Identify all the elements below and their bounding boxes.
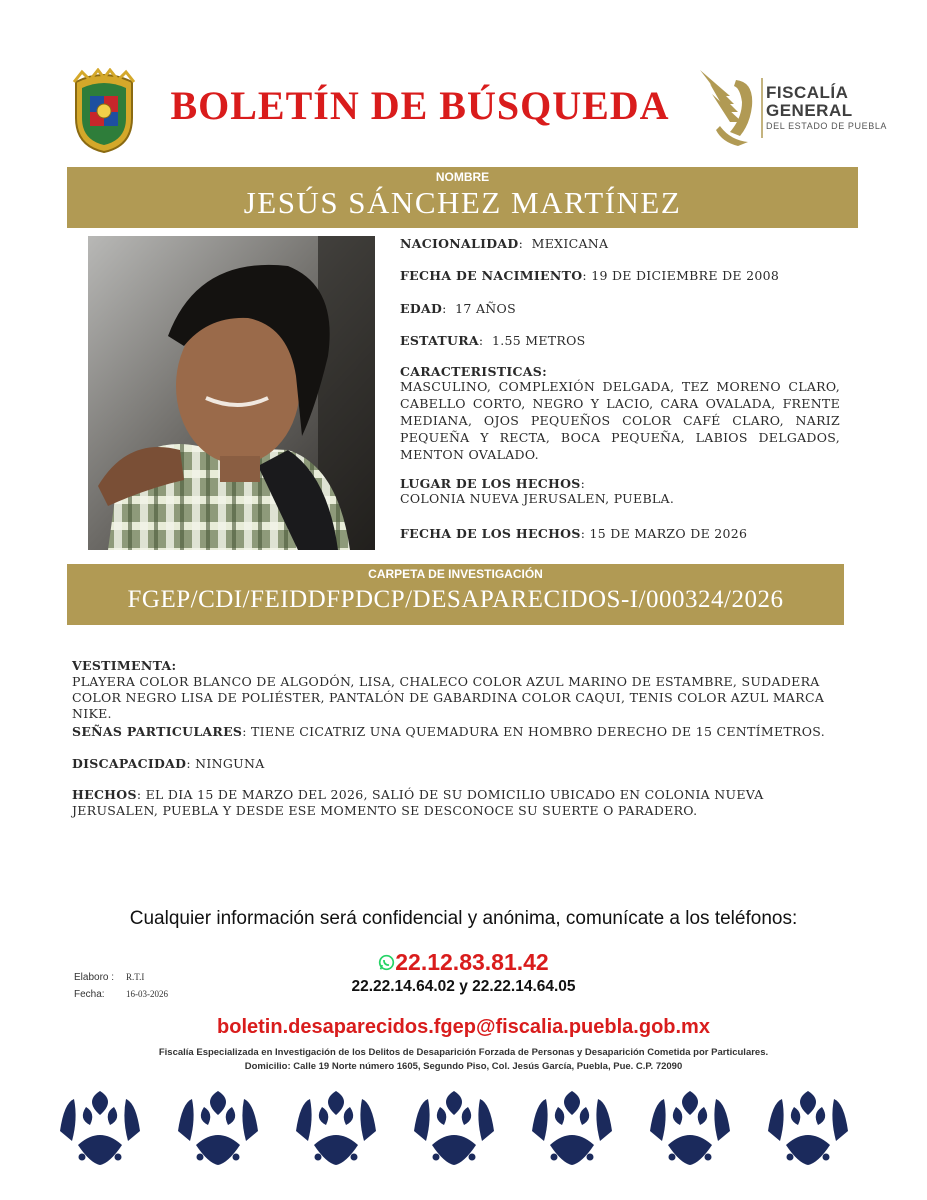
ornament-motif (178, 1091, 258, 1165)
discapacidad-label: DISCAPACIDAD (72, 756, 187, 771)
fecha-value: 16-03-2026 (126, 989, 168, 999)
estatura-value: 1.55 METROS (491, 333, 586, 348)
footer-agency: Fiscalía Especializada en Investigación de los Delitos de Desaparición Forzada de Personas y Desaparición Cometida por Particulares. (158, 1047, 769, 1058)
nacimiento-value: 19 DE DICIEMBRE DE 2008 (591, 268, 780, 283)
contact-intro: Cualquier información será confidencial y anónima, comunícate a los teléfonos: (129, 908, 798, 929)
carpeta-band (67, 564, 844, 625)
elaboro-block (74, 969, 168, 1003)
fecha-label: Fecha: (74, 989, 105, 1000)
hechos-field: HECHOS: EL DIA 15 DE MARZO DEL 2026, SALIÓ DE SU DOMICILIO UBICADO EN COLONIA NUEVA JERUSALEN, PUEBLA Y DESDE ESE MOMENTO SE DESCONOCE SU SUERTE O PARADERO. (72, 787, 764, 818)
phone-secondary[interactable]: 22.22.14.64.02 y 22.22.14.64.05 (351, 978, 576, 995)
person-photo (88, 236, 375, 550)
phone-main-number[interactable]: 22.12.83.81.42 (395, 949, 549, 975)
ornament-motif (60, 1091, 140, 1165)
estatura-field: ESTATURA: 1.55 METROS (400, 333, 586, 348)
vestimenta-label: VESTIMENTA: (72, 658, 177, 673)
estatura-label: ESTATURA (400, 333, 479, 348)
caracteristicas-field (400, 364, 840, 463)
senas-field: SEÑAS PARTICULARES: TIENE CICATRIZ UNA QUEMADURA EN HOMBRO DERECHO DE 15 CENTÍMETROS. (72, 724, 825, 739)
caracteristicas-label: CARACTERISTICAS: (400, 364, 548, 379)
fiscalia-wordmark (766, 84, 887, 131)
caracteristicas-value: MASCULINO, COMPLEXIÓN DELGADA, TEZ MORENO CLARO, CABELLO CORTO, NEGRO Y LACIO, CARA OVALADA, FRENTE MEDIANA, OJOS PEQUEÑOS COLOR CAFÉ CLARO, NARIZ PEQUEÑA Y RECTA, BOCA PEQUEÑA, LABIOS DELGADOS, MENTON OVALADO. (400, 379, 840, 462)
nacimiento-field: FECHA DE NACIMIENTO: 19 DE DICIEMBRE DE 2008 (400, 268, 780, 283)
vestimenta-field (72, 658, 832, 722)
nacionalidad-field: NACIONALIDAD: MEXICANA (400, 236, 609, 251)
edad-field: EDAD: 17 AÑOS (400, 301, 516, 316)
elaboro-label: Elaboro : (74, 972, 115, 983)
carpeta-value: FGEP/CDI/FEIDDFPDCP/DESAPARECIDOS-I/000324/2026 (127, 586, 784, 613)
senas-value: TIENE CICATRIZ UNA QUEMADURA EN HOMBRO DERECHO DE 15 CENTÍMETROS. (251, 724, 825, 739)
edad-value: 17 AÑOS (455, 301, 516, 316)
name-label: NOMBRE (435, 170, 490, 184)
ornament-motif (414, 1091, 494, 1165)
fiscalia-line2: GENERAL (766, 100, 853, 120)
fecha-hechos-label: FECHA DE LOS HECHOS (400, 526, 581, 541)
fiscalia-line1: FISCALÍA (766, 83, 849, 102)
ornament-motif (768, 1091, 848, 1165)
ornament-motif (532, 1091, 612, 1165)
lugar-field: LUGAR DE LOS HECHOS: COLONIA NUEVA JERUSALEN, PUEBLA. (400, 476, 675, 506)
person-name: JESÚS SÁNCHEZ MARTÍNEZ (243, 185, 682, 220)
edad-label: EDAD (400, 301, 443, 316)
talavera-ornament-border (60, 1085, 880, 1165)
fecha-hechos-field: FECHA DE LOS HECHOS: 15 DE MARZO DE 2026 (400, 526, 748, 541)
name-band (67, 167, 858, 228)
discapacidad-field: DISCAPACIDAD: NINGUNA (72, 756, 265, 771)
elaboro-value: R.T.I (126, 972, 145, 982)
page-title: BOLETÍN DE BÚSQUEDA (170, 83, 670, 128)
puebla-coat-of-arms-icon (68, 68, 140, 154)
lugar-label: LUGAR DE LOS HECHOS (400, 476, 581, 491)
ornament-motif (296, 1091, 376, 1165)
lugar-value: COLONIA NUEVA JERUSALEN, PUEBLA. (400, 491, 675, 506)
nacionalidad-value: MEXICANA (531, 236, 609, 251)
carpeta-label: CARPETA DE INVESTIGACIÓN (368, 567, 543, 581)
contact-email[interactable]: boletin.desaparecidos.fgep@fiscalia.puebla.gob.mx (217, 1016, 710, 1038)
vestimenta-value: PLAYERA COLOR BLANCO DE ALGODÓN, LISA, CHALECO COLOR AZUL MARINO DE ESTAMBRE, SUDADERA COLOR NEGRO LISA DE POLIÉSTER, PANTALÓN DE GABARDINA COLOR CAQUI, TENIS COLOR AZUL MARCA NIKE. (72, 674, 825, 721)
discapacidad-value: NINGUNA (195, 756, 265, 771)
ornament-motif (650, 1091, 730, 1165)
footer-address: Domicilio: Calle 19 Norte número 1605, Segundo Piso, Col. Jesús García, Puebla, Pue. C.P. 72090 (244, 1061, 683, 1072)
senas-label: SEÑAS PARTICULARES (72, 724, 243, 739)
fecha-hechos-value: 15 DE MARZO DE 2026 (589, 526, 748, 541)
nacimiento-label: FECHA DE NACIMIENTO (400, 268, 583, 283)
hechos-label: HECHOS (72, 787, 137, 802)
hechos-value: EL DIA 15 DE MARZO DEL 2026, SALIÓ DE SU DOMICILIO UBICADO EN COLONIA NUEVA JERUSALEN, PUEBLA Y DESDE ESE MOMENTO SE DESCONOCE SU SUERTE O PARADERO. (72, 787, 764, 818)
fiscalia-line3: DEL ESTADO DE PUEBLA (766, 120, 888, 131)
nacionalidad-label: NACIONALIDAD (400, 236, 519, 251)
whatsapp-icon (378, 954, 395, 971)
